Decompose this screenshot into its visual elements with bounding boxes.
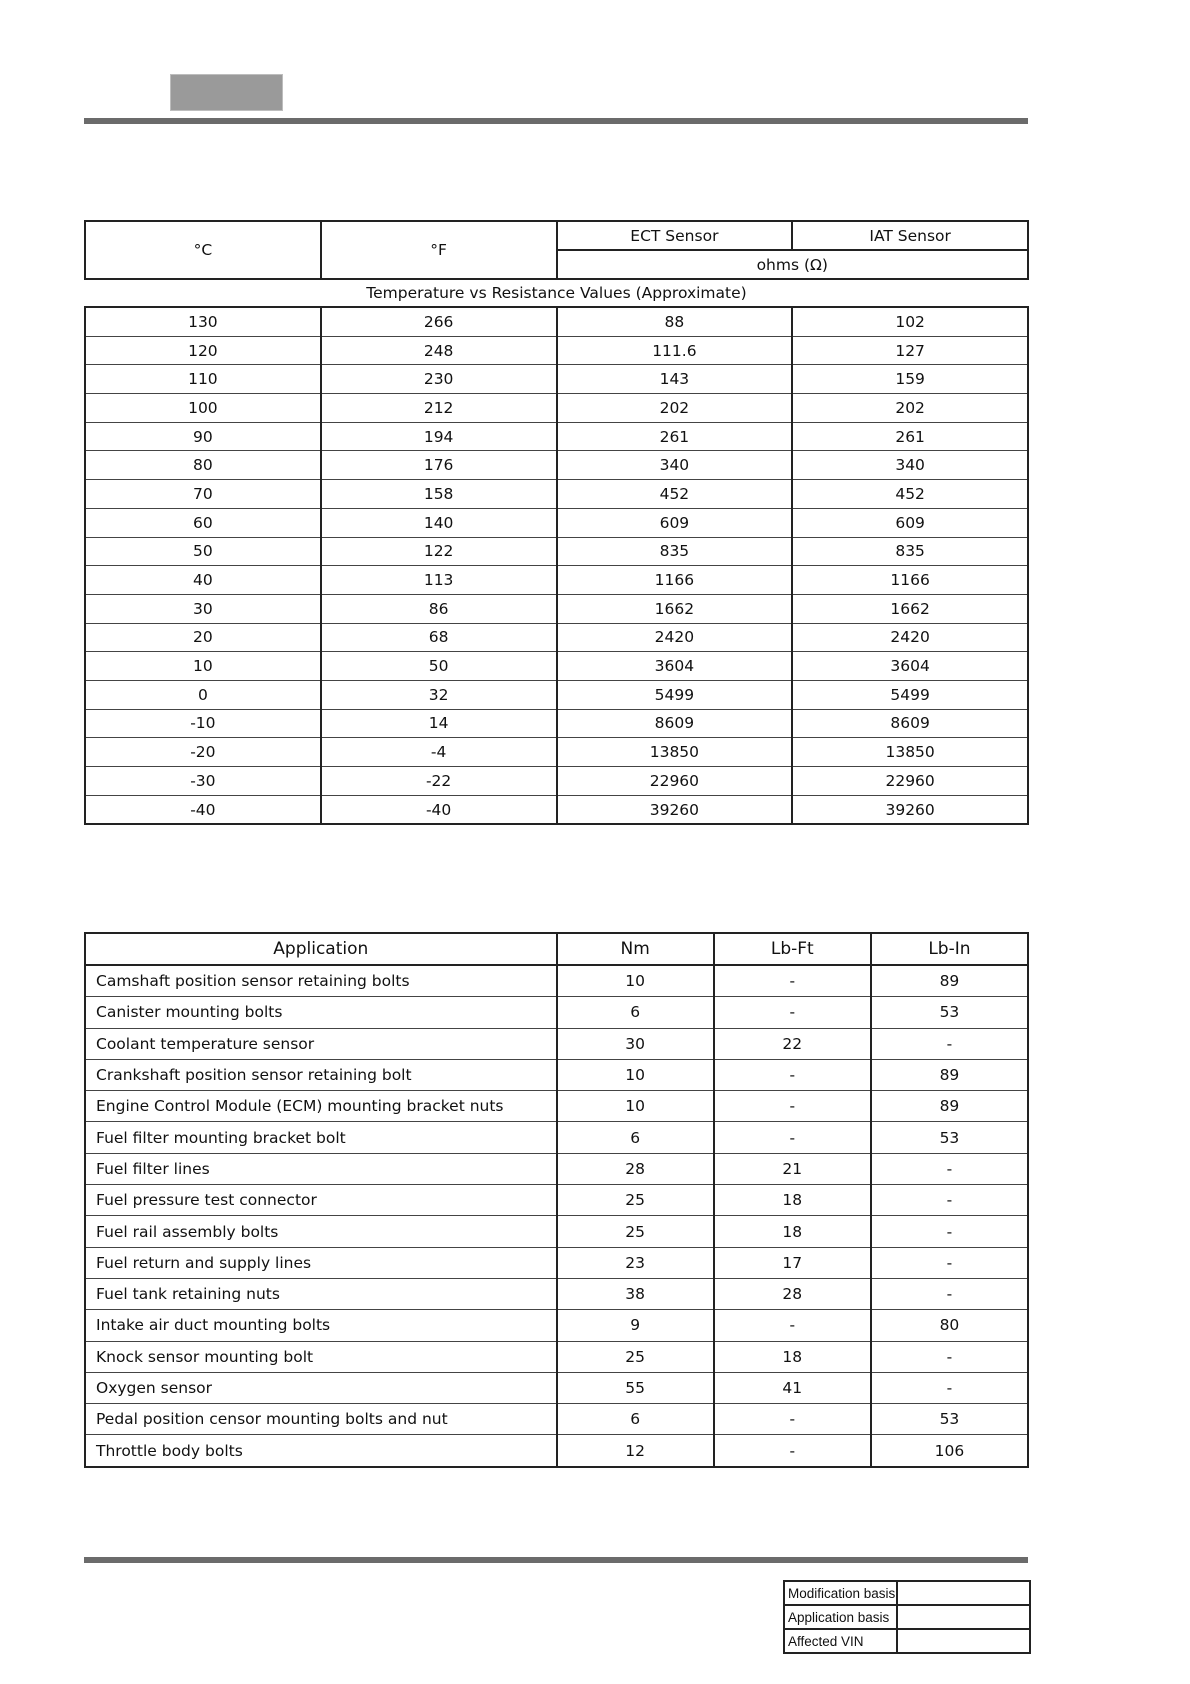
- fahrenheit-cell: 230: [321, 365, 557, 394]
- table-row: [85, 537, 1028, 566]
- iat-ohms-cell: 202: [792, 394, 1028, 423]
- iat-ohms-cell: 2420: [792, 623, 1028, 652]
- table-row: [85, 451, 1028, 480]
- fahrenheit-cell: -4: [321, 738, 557, 767]
- table-row: [85, 1216, 1028, 1247]
- table-row: [85, 795, 1028, 824]
- ect-sensor-header: ECT Sensor: [557, 221, 793, 250]
- celsius-cell: 90: [85, 422, 321, 451]
- ect-ohms-cell: 5499: [557, 680, 793, 709]
- fahrenheit-cell: 68: [321, 623, 557, 652]
- fahrenheit-cell: 266: [321, 307, 557, 336]
- lb-in-cell: -: [871, 1028, 1028, 1059]
- iat-ohms-cell: 127: [792, 336, 1028, 365]
- table-row: [85, 709, 1028, 738]
- nm-cell: 28: [557, 1153, 714, 1184]
- table-row: [85, 1278, 1028, 1309]
- header-tab-block: [170, 74, 283, 111]
- iat-ohms-cell: 3604: [792, 652, 1028, 681]
- lb-ft-cell: -: [714, 965, 871, 997]
- celsius-cell: 40: [85, 566, 321, 595]
- celsius-cell: 60: [85, 508, 321, 537]
- iat-ohms-cell: 5499: [792, 680, 1028, 709]
- ect-ohms-cell: 3604: [557, 652, 793, 681]
- fahrenheit-cell: -22: [321, 767, 557, 796]
- table-row: [85, 422, 1028, 451]
- application-cell: Fuel return and supply lines: [85, 1247, 557, 1278]
- fahrenheit-cell: -40: [321, 795, 557, 824]
- nm-cell: 10: [557, 1091, 714, 1122]
- table-row: [85, 1091, 1028, 1122]
- application-header: Application: [85, 933, 557, 965]
- table-row: [85, 1404, 1028, 1435]
- celsius-cell: 30: [85, 594, 321, 623]
- application-basis-value: [897, 1605, 1030, 1629]
- fahrenheit-cell: 50: [321, 652, 557, 681]
- header-rule: [84, 118, 1028, 124]
- ect-ohms-cell: 22960: [557, 767, 793, 796]
- table-row: [85, 680, 1028, 709]
- application-cell: Knock sensor mounting bolt: [85, 1341, 557, 1372]
- iat-ohms-cell: 13850: [792, 738, 1028, 767]
- lb-ft-cell: 22: [714, 1028, 871, 1059]
- table-row: [85, 1341, 1028, 1372]
- lb-ft-cell: 18: [714, 1216, 871, 1247]
- ect-ohms-cell: 143: [557, 365, 793, 394]
- application-cell: Throttle body bolts: [85, 1435, 557, 1467]
- fahrenheit-cell: 158: [321, 480, 557, 509]
- application-cell: Oxygen sensor: [85, 1372, 557, 1403]
- application-cell: Camshaft position sensor retaining bolts: [85, 965, 557, 997]
- table-row: [85, 767, 1028, 796]
- application-cell: Pedal position censor mounting bolts and nut: [85, 1404, 557, 1435]
- application-cell: Fuel pressure test connector: [85, 1185, 557, 1216]
- table-row: [85, 365, 1028, 394]
- table-row: [85, 1310, 1028, 1341]
- celsius-cell: -20: [85, 738, 321, 767]
- table-row: [85, 1247, 1028, 1278]
- lb-in-header: Lb-In: [871, 933, 1028, 965]
- ect-ohms-cell: 111.6: [557, 336, 793, 365]
- table-row: [85, 623, 1028, 652]
- celsius-cell: 50: [85, 537, 321, 566]
- nm-cell: 38: [557, 1278, 714, 1309]
- ect-ohms-cell: 8609: [557, 709, 793, 738]
- fahrenheit-cell: 248: [321, 336, 557, 365]
- lb-ft-cell: -: [714, 997, 871, 1028]
- iat-ohms-cell: 8609: [792, 709, 1028, 738]
- lb-ft-cell: 21: [714, 1153, 871, 1184]
- lb-in-cell: -: [871, 1278, 1028, 1309]
- temperature-table-caption: Temperature vs Resistance Values (Approximate): [366, 284, 747, 302]
- application-cell: Fuel tank retaining nuts: [85, 1278, 557, 1309]
- temperature-table-header: [84, 220, 1029, 280]
- nm-cell: 10: [557, 965, 714, 997]
- lb-in-cell: 53: [871, 1404, 1028, 1435]
- ect-ohms-cell: 835: [557, 537, 793, 566]
- temperature-resistance-table: [84, 306, 1029, 825]
- table-row: [85, 307, 1028, 336]
- lb-ft-cell: 28: [714, 1278, 871, 1309]
- ect-ohms-cell: 39260: [557, 795, 793, 824]
- iat-ohms-cell: 39260: [792, 795, 1028, 824]
- footer-rule: [84, 1557, 1028, 1563]
- modification-basis-label: Modification basis: [784, 1581, 897, 1605]
- iat-ohms-cell: 102: [792, 307, 1028, 336]
- iat-ohms-cell: 609: [792, 508, 1028, 537]
- application-basis-label: Application basis: [784, 1605, 897, 1629]
- celsius-cell: 130: [85, 307, 321, 336]
- fahrenheit-cell: 212: [321, 394, 557, 423]
- iat-ohms-cell: 22960: [792, 767, 1028, 796]
- lb-ft-cell: -: [714, 1059, 871, 1090]
- lb-in-cell: 106: [871, 1435, 1028, 1467]
- lb-in-cell: 89: [871, 965, 1028, 997]
- nm-cell: 6: [557, 1122, 714, 1153]
- nm-cell: 25: [557, 1185, 714, 1216]
- ect-ohms-cell: 1662: [557, 594, 793, 623]
- application-cell: Canister mounting bolts: [85, 997, 557, 1028]
- lb-ft-cell: -: [714, 1404, 871, 1435]
- iat-ohms-cell: 1662: [792, 594, 1028, 623]
- celsius-cell: 70: [85, 480, 321, 509]
- table-row: [85, 738, 1028, 767]
- celsius-header: °C: [85, 221, 321, 279]
- nm-cell: 10: [557, 1059, 714, 1090]
- nm-header: Nm: [557, 933, 714, 965]
- table-row: [85, 652, 1028, 681]
- celsius-cell: -40: [85, 795, 321, 824]
- table-row: [85, 1372, 1028, 1403]
- nm-cell: 55: [557, 1372, 714, 1403]
- lb-in-cell: -: [871, 1153, 1028, 1184]
- application-cell: Fuel filter lines: [85, 1153, 557, 1184]
- ect-ohms-cell: 88: [557, 307, 793, 336]
- celsius-cell: 110: [85, 365, 321, 394]
- table-row: [85, 1435, 1028, 1467]
- revision-info-box: [783, 1580, 1031, 1654]
- affected-vin-label: Affected VIN: [784, 1629, 897, 1653]
- lb-in-cell: -: [871, 1372, 1028, 1403]
- table-row: [85, 1185, 1028, 1216]
- celsius-cell: 0: [85, 680, 321, 709]
- fahrenheit-cell: 140: [321, 508, 557, 537]
- iat-ohms-cell: 1166: [792, 566, 1028, 595]
- lb-ft-cell: 17: [714, 1247, 871, 1278]
- table-row: [85, 594, 1028, 623]
- lb-ft-header: Lb-Ft: [714, 933, 871, 965]
- lb-ft-cell: -: [714, 1122, 871, 1153]
- fahrenheit-cell: 194: [321, 422, 557, 451]
- lb-in-cell: -: [871, 1216, 1028, 1247]
- lb-in-cell: 80: [871, 1310, 1028, 1341]
- celsius-cell: 120: [85, 336, 321, 365]
- fahrenheit-header: °F: [321, 221, 557, 279]
- fahrenheit-cell: 32: [321, 680, 557, 709]
- lb-ft-cell: -: [714, 1310, 871, 1341]
- table-row: [85, 997, 1028, 1028]
- application-cell: Crankshaft position sensor retaining bolt: [85, 1059, 557, 1090]
- lb-in-cell: 89: [871, 1059, 1028, 1090]
- table-row: [85, 508, 1028, 537]
- lb-in-cell: 53: [871, 997, 1028, 1028]
- iat-ohms-cell: 452: [792, 480, 1028, 509]
- celsius-cell: -10: [85, 709, 321, 738]
- lb-ft-cell: -: [714, 1091, 871, 1122]
- table-row: [85, 566, 1028, 595]
- lb-in-cell: -: [871, 1247, 1028, 1278]
- celsius-cell: 80: [85, 451, 321, 480]
- fahrenheit-cell: 122: [321, 537, 557, 566]
- lb-ft-cell: -: [714, 1435, 871, 1467]
- ect-ohms-cell: 261: [557, 422, 793, 451]
- table-row: [85, 1122, 1028, 1153]
- fahrenheit-cell: 14: [321, 709, 557, 738]
- nm-cell: 6: [557, 997, 714, 1028]
- nm-cell: 6: [557, 1404, 714, 1435]
- table-row: [85, 394, 1028, 423]
- nm-cell: 25: [557, 1341, 714, 1372]
- application-cell: Fuel rail assembly bolts: [85, 1216, 557, 1247]
- table-row: [85, 1059, 1028, 1090]
- table-row: [85, 1153, 1028, 1184]
- application-cell: Fuel filter mounting bracket bolt: [85, 1122, 557, 1153]
- table-row: [85, 480, 1028, 509]
- nm-cell: 25: [557, 1216, 714, 1247]
- table-row: [85, 965, 1028, 997]
- lb-ft-cell: 18: [714, 1185, 871, 1216]
- ohms-unit-header: ohms (Ω): [557, 250, 1029, 279]
- nm-cell: 23: [557, 1247, 714, 1278]
- application-cell: Engine Control Module (ECM) mounting bracket nuts: [85, 1091, 557, 1122]
- ect-ohms-cell: 609: [557, 508, 793, 537]
- ect-ohms-cell: 2420: [557, 623, 793, 652]
- ect-ohms-cell: 452: [557, 480, 793, 509]
- lb-in-cell: 53: [871, 1122, 1028, 1153]
- nm-cell: 9: [557, 1310, 714, 1341]
- table-row: [85, 336, 1028, 365]
- application-cell: Coolant temperature sensor: [85, 1028, 557, 1059]
- iat-ohms-cell: 159: [792, 365, 1028, 394]
- nm-cell: 30: [557, 1028, 714, 1059]
- ect-ohms-cell: 13850: [557, 738, 793, 767]
- lb-ft-cell: 18: [714, 1341, 871, 1372]
- iat-ohms-cell: 340: [792, 451, 1028, 480]
- fahrenheit-cell: 113: [321, 566, 557, 595]
- lb-in-cell: -: [871, 1341, 1028, 1372]
- lb-in-cell: 89: [871, 1091, 1028, 1122]
- iat-sensor-header: IAT Sensor: [792, 221, 1028, 250]
- ect-ohms-cell: 202: [557, 394, 793, 423]
- application-cell: Intake air duct mounting bolts: [85, 1310, 557, 1341]
- celsius-cell: 100: [85, 394, 321, 423]
- affected-vin-value: [897, 1629, 1030, 1653]
- torque-spec-table: [84, 932, 1029, 1468]
- nm-cell: 12: [557, 1435, 714, 1467]
- fahrenheit-cell: 176: [321, 451, 557, 480]
- celsius-cell: 20: [85, 623, 321, 652]
- celsius-cell: 10: [85, 652, 321, 681]
- lb-in-cell: -: [871, 1185, 1028, 1216]
- ect-ohms-cell: 1166: [557, 566, 793, 595]
- modification-basis-value: [897, 1581, 1030, 1605]
- iat-ohms-cell: 835: [792, 537, 1028, 566]
- lb-ft-cell: 41: [714, 1372, 871, 1403]
- table-row: [85, 1028, 1028, 1059]
- iat-ohms-cell: 261: [792, 422, 1028, 451]
- celsius-cell: -30: [85, 767, 321, 796]
- fahrenheit-cell: 86: [321, 594, 557, 623]
- ect-ohms-cell: 340: [557, 451, 793, 480]
